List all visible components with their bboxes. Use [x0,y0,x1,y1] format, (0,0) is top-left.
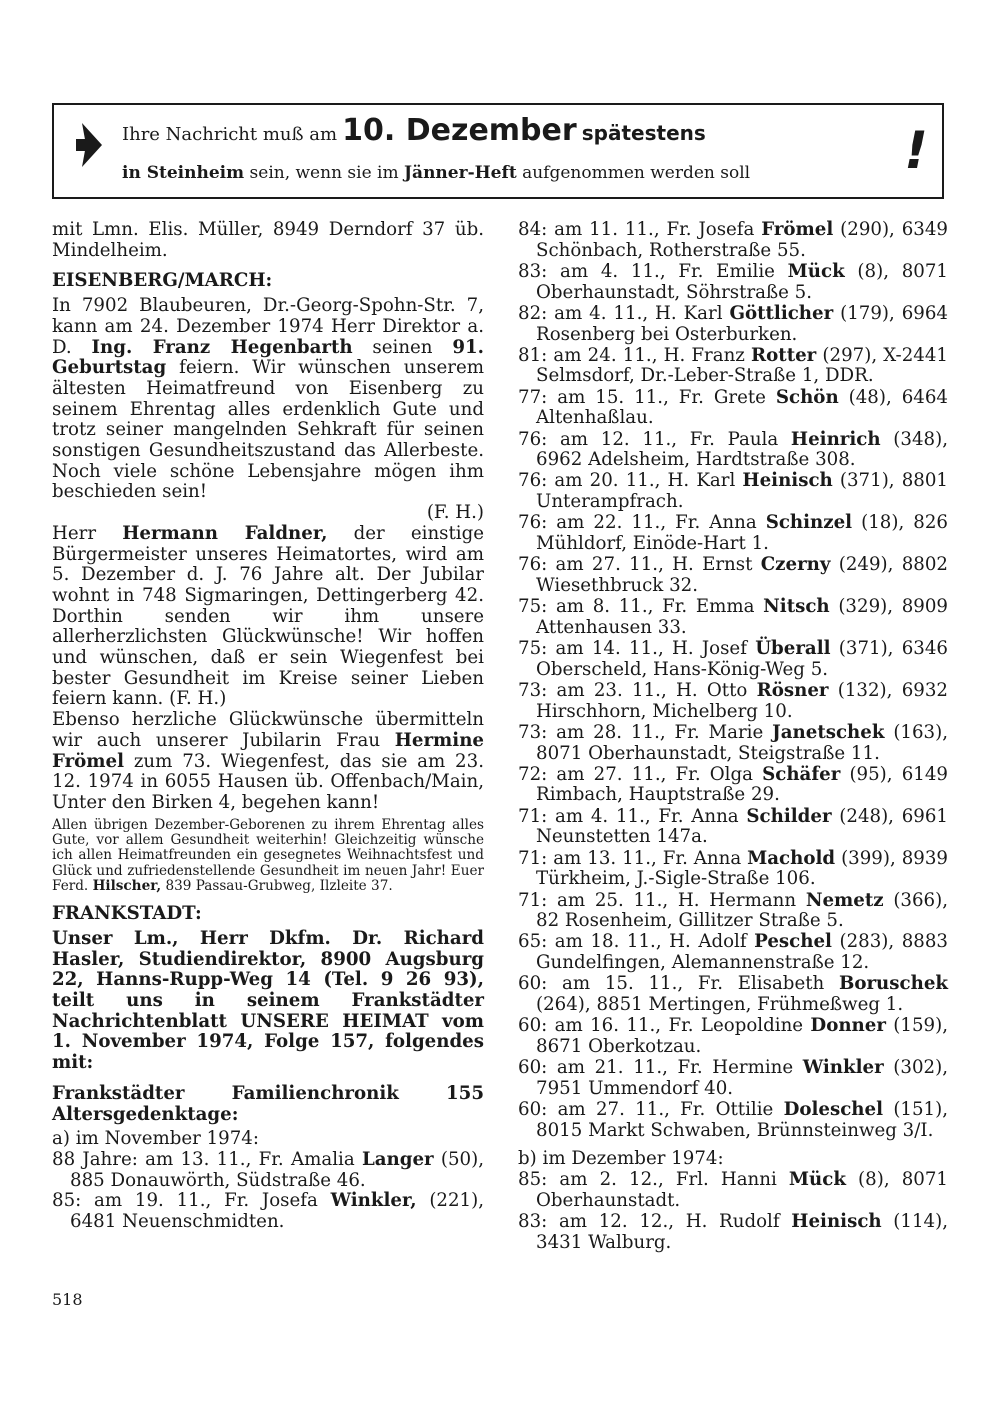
banner-line-1: Ihre Nachricht muß am 10. Dezember spätestens [122,113,706,148]
list-item: 76: am 27. 11., H. Ernst Czerny (249), 8802 Wiesethbruck 32. [518,554,948,596]
list-item: 81: am 24. 11., H. Franz Rotter (297), X-2441 Selmsdorf, Dr.-Leber-Straße 1, DDR. [518,344,948,387]
subheading-december: b) im Dezember 1974: [518,1148,724,1170]
paragraph-hasler: Unser Lm., Herr Dkfm. Dr. Richard Hasler, Studiendirektor, 8900 Augsburg 22, Hanns-Rupp-Weg 14 (Tel. 9 26 93), teilt uns in seinem Frankstädter Nachrichtenblatt UNSERE HEIMAT vom 1. November 1974, Folge 157, folgendes mit: [52,927,484,1074]
list-item: 84: am 11. 11., Fr. Josefa Frömel (290), 6349 Schönbach, Rotherstraße 55. [518,219,948,261]
subheading-november: a) im November 1974: [52,1128,260,1150]
right-column [518,220,948,1254]
list-item: 72: am 27. 11., Fr. Olga Schäfer (95), 6149 Rimbach, Hauptstraße 29. [518,763,948,806]
list-item: 60: am 15. 11., Fr. Elisabeth Boruschek (264), 8851 Mertingen, Frühmeßweg 1. [518,973,948,1016]
deadline-banner [52,103,944,199]
list-item: 71: am 4. 11., Fr. Anna Schilder (248), 6961 Neunstetten 147a. [518,805,948,848]
banner-line-2: in Steinheim sein, wenn sie im Jänner-Heft aufgenommen werden soll [122,163,751,183]
list-item: 76: am 22. 11., Fr. Anna Schinzel (18), 826 Mühldorf, Einöde-Hart 1. [518,512,948,555]
list-item: 85: am 19. 11., Fr. Josefa Winkler, (221), 6481 Neuenschmidten. [52,1190,485,1233]
exclamation-mark: ! [904,121,928,181]
paragraph-hegenbarth: In 7902 Blaubeuren, Dr.-Georg-Spohn-Str. 7, kann am 24. Dezember 1974 Herr Direktor a. D. Ing. Franz Hegenbarth seinen 91. Geburtstag feiern. Wir wünschen unserem ältesten Heimatfreund von Eisenberg zu seinem Ehrentag alles erdenklich Gute und trotz seiner mangelnden Sehkraft für seinen sonstigen Gesundheitszustand das Allerbeste. Noch viele schöne Lebensjahre mögen ihm beschieden sein! [52,295,484,503]
list-item: 71: am 25. 11., H. Hermann Nemetz (366), 82 Rosenheim, Gillitzer Straße 5. [518,889,949,932]
list-item: 88 Jahre: am 13. 11., Fr. Amalia Langer (50), 885 Donauwörth, Südstraße 46. [52,1148,484,1191]
left-column [52,220,484,1233]
list-item: 83: am 12. 12., H. Rudolf Heinisch (114), 3431 Walburg. [518,1211,948,1253]
list-item: 76: am 12. 11., Fr. Paula Heinrich (348), 6962 Adelsheim, Hardtstraße 308. [518,428,948,471]
list-item: 65: am 18. 11., H. Adolf Peschel (283), 8883 Gundelfingen, Alemannenstraße 12. [518,931,948,974]
list-item: 76: am 20. 11., H. Karl Heinisch (371), 8801 Unterampfrach. [518,470,948,513]
heading-frankstadt: FRANKSTADT: [52,903,202,925]
heading-eisenberg: EISENBERG/MARCH: [52,270,273,292]
list-item: 60: am 27. 11., Fr. Ottilie Doleschel (151), 8015 Markt Schwaben, Brünnsteinweg 3/I. [518,1099,948,1141]
list-item: 75: am 8. 11., Fr. Emma Nitsch (329), 8909 Attenhausen 33. [518,596,948,638]
list-item: 73: am 23. 11., H. Otto Rösner (132), 6932 Hirschhorn, Michelberg 10. [518,679,948,722]
heading-chronik: Frankstädter Familienchronik 155 Altersgedenktage: [52,1082,484,1125]
list-item: 83: am 4. 11., Fr. Emilie Mück (8), 8071 Oberhaunstadt, Söhrstraße 5. [518,260,948,303]
paragraph-froemel: Ebenso herzliche Glückwünsche übermitteln wir auch unserer Jubilarin Frau Hermine Frömel zum 73. Wiegenfest, das sie am 23. 12. 1974 in 6055 Hausen üb. Offenbach/Main, Unter den Birken 4, begehen kann! [52,709,484,813]
page-number: 518 [52,1290,83,1309]
list-item: 82: am 4. 11., H. Karl Göttlicher (179), 6964 Rosenberg bei Osterburken. [518,302,948,345]
list-item: 71: am 13. 11., Fr. Anna Machold (399), 8939 Türkheim, J.-Sigle-Straße 106. [518,847,948,890]
signature: (F. H.) [426,502,484,524]
paragraph-faldner: Herr Hermann Faldner, der einstige Bürgermeister unseres Heimatortes, wird am 5. Dezember d. J. 76 Jahre alt. Der Jubilar wohnt in 748 Sigmaringen, Dettingerberg 42. Dorthin senden wir ihm unsere allerherzlichsten Glückwünsche! Wir hoffen und wünschen, daß er sein Wiegenfest bei bester Gesundheit im Kreise seiner Lieben feiern kann. (F. H.) [52,522,485,710]
list-item: 60: am 16. 11., Fr. Leopoldine Donner (159), 8671 Oberkotzau. [518,1015,948,1057]
list-item: 77: am 15. 11., Fr. Grete Schön (48), 6464 Altenhaßlau. [518,386,948,429]
small-greeting: Allen übrigen Dezember-Geborenen zu ihrem Ehrentag alles Gute, vor allem Gesundheit weiterhin! Gleichzeitig wünsche ich allen Heimatfreunden ein gesegnetes Weihnachtsfest und Glück und zufriedenstellende Gesundheit im neuen Jahr! Euer Ferd. Hilscher, 839 Passau-Grubweg, Ilzleite 37. [52,816,484,894]
intro-text: mit Lmn. Elis. Müller, 8949 Derndorf 37 üb. Mindelheim. [52,219,484,261]
list-item: 85: am 2. 12., Frl. Hanni Mück (8), 8071 Oberhaunstadt. [518,1169,948,1211]
arrow-right-icon [76,123,102,167]
list-item: 73: am 28. 11., Fr. Marie Janetschek (163), 8071 Oberhaunstadt, Steigstraße 11. [518,721,949,764]
deadline-date: 10. Dezember [342,113,577,148]
list-item: 75: am 14. 11., H. Josef Überall (371), 6346 Oberscheld, Hans-König-Weg 5. [518,638,948,680]
list-item: 60: am 21. 11., Fr. Hermine Winkler (302), 7951 Ummendorf 40. [518,1057,948,1099]
